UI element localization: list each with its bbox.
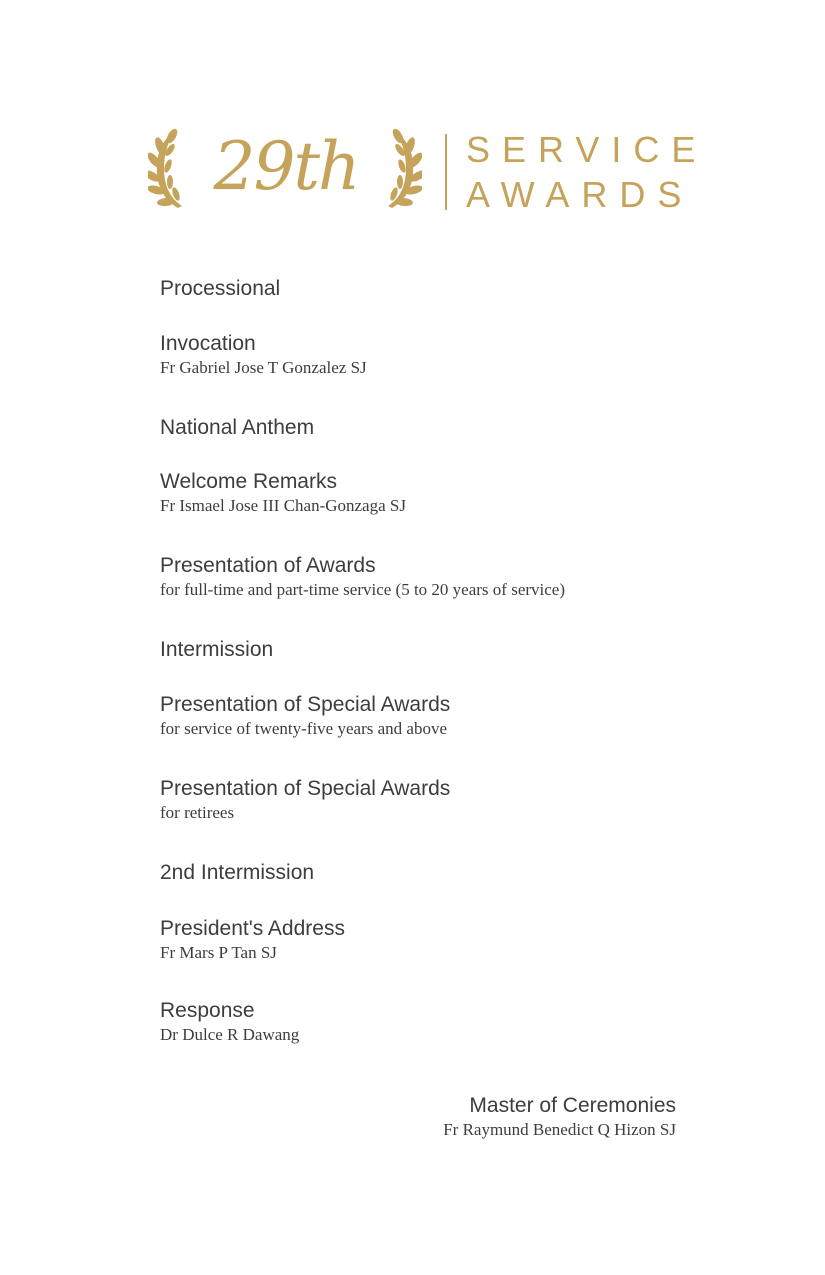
program-item-special-awards-25-years bbox=[160, 692, 680, 740]
program-item-title: Invocation bbox=[160, 332, 256, 355]
event-title-line-1: SERVICE bbox=[466, 129, 708, 170]
program-item-intermission bbox=[160, 637, 680, 663]
program-item-processional bbox=[160, 276, 680, 302]
program-item-subtitle: Fr Ismael Jose III Chan-Gonzaga SJ bbox=[160, 496, 406, 515]
program-item-subtitle: for service of twenty-five years and above bbox=[160, 719, 447, 738]
laurel-wreath-right-icon bbox=[376, 128, 422, 212]
program-item-presentation-of-awards bbox=[160, 553, 680, 601]
program-item-title: Processional bbox=[160, 277, 281, 300]
program-item-subtitle: Fr Mars P Tan SJ bbox=[160, 943, 277, 962]
program-item-subtitle: Fr Gabriel Jose T Gonzalez SJ bbox=[160, 358, 367, 377]
program-item-subtitle: for retirees bbox=[160, 803, 235, 822]
program-item-special-awards-retirees bbox=[160, 776, 680, 824]
program-item-presidents-address bbox=[160, 916, 680, 964]
program-item-title: Welcome Remarks bbox=[160, 470, 337, 493]
program-item-title: 2nd Intermission bbox=[160, 861, 315, 884]
program-item-invocation bbox=[160, 331, 680, 379]
laurel-wreath-left-icon bbox=[148, 128, 194, 212]
program-item-title: Presentation of Special Awards bbox=[160, 777, 451, 800]
program-item-national-anthem bbox=[160, 415, 680, 441]
mc-title: Master of Ceremonies bbox=[469, 1094, 676, 1117]
event-logo bbox=[148, 128, 708, 216]
event-title-line-2: AWARDS bbox=[466, 174, 694, 215]
master-of-ceremonies bbox=[443, 1093, 676, 1141]
program-item-title: Intermission bbox=[160, 638, 274, 661]
program-item-title: Presentation of Special Awards bbox=[160, 693, 451, 716]
program-item-welcome-remarks bbox=[160, 469, 680, 517]
logo-divider bbox=[445, 134, 447, 210]
program-item-title: Response bbox=[160, 999, 255, 1022]
program-item-subtitle: for full-time and part-time service (5 to 20 years of service) bbox=[160, 580, 566, 599]
program-item-title: Presentation of Awards bbox=[160, 554, 376, 577]
mc-name: Fr Raymund Benedict Q Hizon SJ bbox=[443, 1120, 676, 1139]
event-ordinal: 29th bbox=[213, 128, 359, 205]
program-item-subtitle: Dr Dulce R Dawang bbox=[160, 1025, 300, 1044]
program-item-title: President's Address bbox=[160, 917, 345, 940]
program-item-title: National Anthem bbox=[160, 416, 315, 439]
program-item-2nd-intermission bbox=[160, 860, 680, 886]
program-item-response bbox=[160, 998, 680, 1046]
